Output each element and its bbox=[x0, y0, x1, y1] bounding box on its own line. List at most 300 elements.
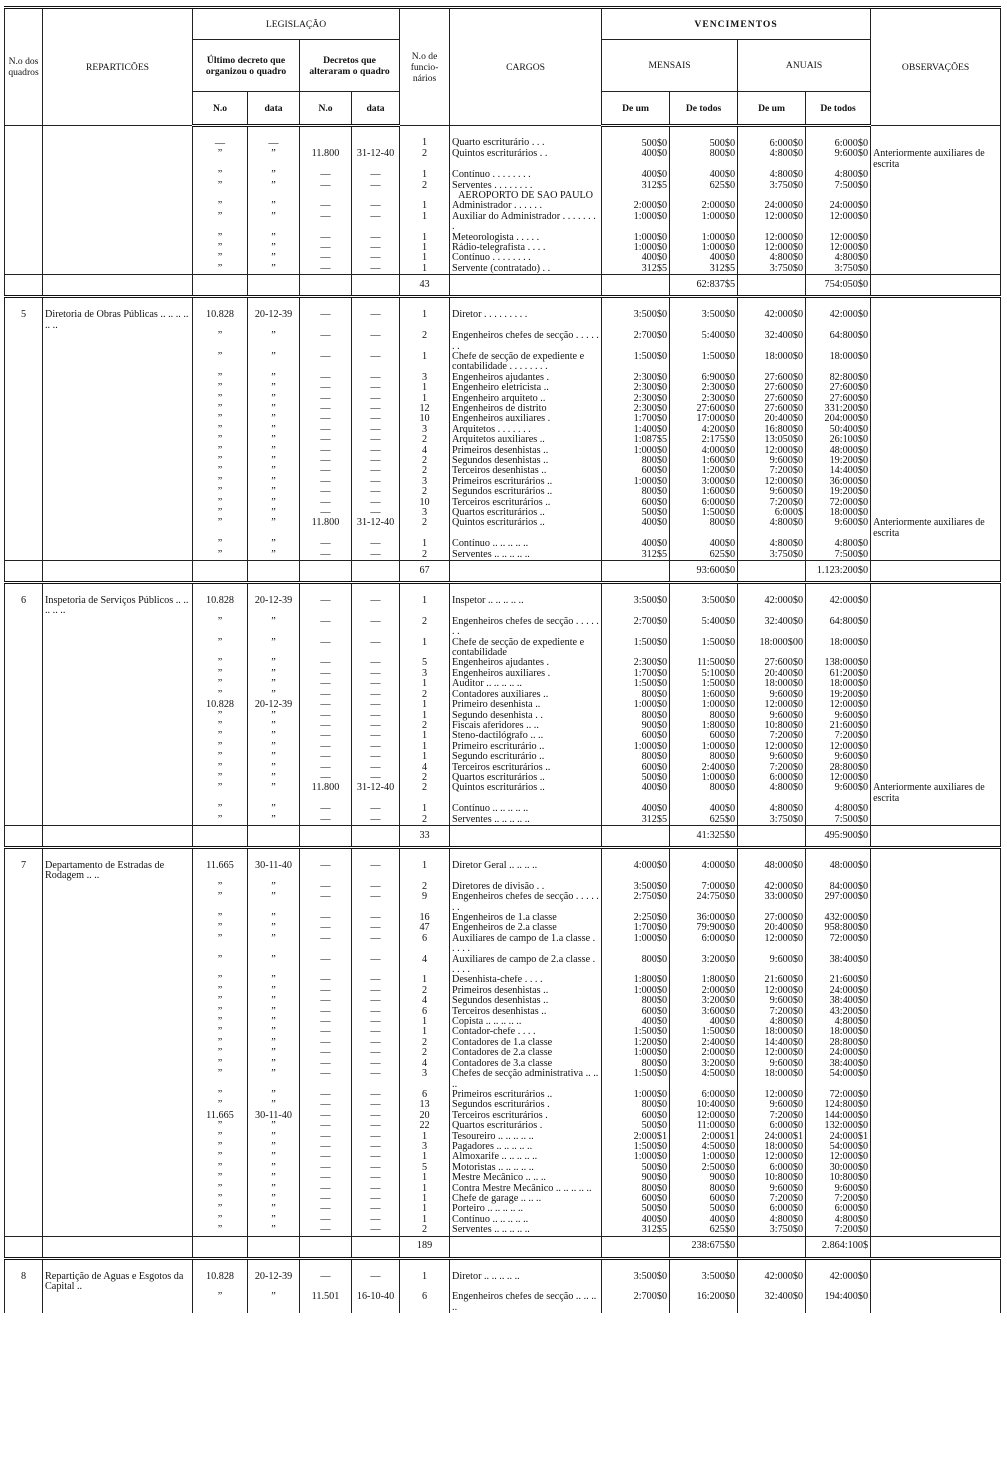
cell-observacoes bbox=[871, 752, 1001, 762]
cell-anual-de-um: 12:000$0 bbox=[738, 243, 806, 253]
section-number bbox=[5, 892, 43, 913]
cell-alteracao-no: — bbox=[300, 383, 352, 393]
cell-ultimo-decreto-data: ” bbox=[248, 550, 300, 561]
cell-alteracao-no: — bbox=[300, 679, 352, 689]
table-row bbox=[5, 690, 1001, 700]
cell-mensal-de-um: 1:000$0 bbox=[602, 233, 670, 243]
section-number bbox=[5, 679, 43, 689]
cell-ultimo-decreto-data bbox=[248, 191, 300, 201]
cell-alteracao-no: — bbox=[300, 690, 352, 700]
cell-cargo: Almoxarife .. .. .. .. .. bbox=[450, 1152, 602, 1162]
cell-mensal-de-um: 1:700$0 bbox=[602, 414, 670, 424]
cell-cargo: Engenheiros de 2.a classe bbox=[450, 923, 602, 933]
total-empty-cell bbox=[450, 825, 602, 847]
cell-alteracao-data: — bbox=[352, 658, 400, 668]
section-name bbox=[43, 233, 193, 243]
cell-mensal-de-um: 1:500$0 bbox=[602, 1069, 670, 1090]
cell-ultimo-decreto-data: ” bbox=[248, 975, 300, 985]
section-name bbox=[43, 550, 193, 561]
cell-mensal-de-todos: 1:000$0 bbox=[670, 212, 738, 233]
cell-anual-de-todos: 12:000$0 bbox=[806, 700, 871, 710]
cell-mensal-de-todos: 2:500$0 bbox=[670, 1163, 738, 1173]
cell-ultimo-decreto-data: ” bbox=[248, 731, 300, 741]
cell-anual-de-todos: 24:000$0 bbox=[806, 201, 871, 211]
section-name bbox=[43, 731, 193, 741]
cell-anual-de-um: 9:600$0 bbox=[738, 1100, 806, 1110]
cell-ultimo-decreto-no: — bbox=[193, 126, 248, 150]
cell-mensal-de-todos: 10:400$0 bbox=[670, 1100, 738, 1110]
cell-observacoes bbox=[871, 669, 1001, 679]
cell-mensal-de-todos: 1:500$0 bbox=[670, 1027, 738, 1037]
table-row bbox=[5, 253, 1001, 263]
cell-ultimo-decreto-data: ” bbox=[248, 487, 300, 497]
section-name bbox=[43, 669, 193, 679]
table-row bbox=[5, 1027, 1001, 1037]
table-row bbox=[5, 394, 1001, 404]
cell-anual-de-todos: 331:200$0 bbox=[806, 404, 871, 414]
cell-ultimo-decreto-data: ” bbox=[248, 1204, 300, 1214]
cell-mensal-de-um: 400$0 bbox=[602, 783, 670, 804]
cell-ultimo-decreto-data: ” bbox=[248, 773, 300, 783]
cell-anual-de-um: 6:000$0 bbox=[738, 773, 806, 783]
cell-alteracao-no: — bbox=[300, 373, 352, 383]
cell-ultimo-decreto-data: ” bbox=[248, 1142, 300, 1152]
cell-ultimo-decreto-no: ” bbox=[193, 425, 248, 435]
cell-observacoes bbox=[871, 477, 1001, 487]
section-number: 7 bbox=[5, 847, 43, 881]
table-row bbox=[5, 297, 1001, 331]
cell-mensal-de-todos: 2:000$1 bbox=[670, 1132, 738, 1142]
table-row bbox=[5, 1194, 1001, 1204]
cell-anual-de-todos: 72:000$0 bbox=[806, 1090, 871, 1100]
cell-mensal-de-um: 600$0 bbox=[602, 498, 670, 508]
cell-mensal-de-um: 800$0 bbox=[602, 711, 670, 721]
cell-mensal-de-um: 2:250$0 bbox=[602, 913, 670, 923]
cell-anual-de-um: 33:000$0 bbox=[738, 892, 806, 913]
cell-mensal-de-um: 400$0 bbox=[602, 518, 670, 539]
section-name bbox=[43, 711, 193, 721]
cell-funcionarios: 1 bbox=[400, 539, 450, 549]
section-number bbox=[5, 783, 43, 804]
cell-cargo: Engenheiros auxiliares . bbox=[450, 669, 602, 679]
table-row bbox=[5, 212, 1001, 233]
cell-mensal-de-um: 1:000$0 bbox=[602, 446, 670, 456]
cell-ultimo-decreto-data: ” bbox=[248, 383, 300, 393]
section-name bbox=[43, 617, 193, 638]
cell-observacoes bbox=[871, 126, 1001, 150]
cell-anual-de-um: 32:400$0 bbox=[738, 331, 806, 352]
cell-mensal-de-todos: 400$0 bbox=[670, 539, 738, 549]
cell-cargo: Contínuo .. .. .. .. .. bbox=[450, 804, 602, 814]
cell-ultimo-decreto-data: ” bbox=[248, 882, 300, 892]
cell-ultimo-decreto-data: ” bbox=[248, 331, 300, 352]
cell-mensal-de-um: 1:000$0 bbox=[602, 934, 670, 955]
cell-ultimo-decreto-data: ” bbox=[248, 1194, 300, 1204]
section-number bbox=[5, 1163, 43, 1173]
cell-alteracao-data: — bbox=[352, 996, 400, 1006]
cell-ultimo-decreto-no: ” bbox=[193, 763, 248, 773]
cell-mensal-de-um: 500$0 bbox=[602, 126, 670, 150]
cell-alteracao-data: — bbox=[352, 815, 400, 826]
cell-alteracao-data: — bbox=[352, 243, 400, 253]
section-number bbox=[5, 1184, 43, 1194]
section-name bbox=[43, 539, 193, 549]
cell-alteracao-no: 11.800 bbox=[300, 518, 352, 539]
cell-alteracao-no: — bbox=[300, 539, 352, 549]
cell-ultimo-decreto-data: ” bbox=[248, 1163, 300, 1173]
cell-mensal-de-um: 1:000$0 bbox=[602, 986, 670, 996]
section-name bbox=[43, 404, 193, 414]
cell-ultimo-decreto-no: ” bbox=[193, 815, 248, 826]
cell-funcionarios: 10 bbox=[400, 414, 450, 424]
cell-observacoes bbox=[871, 721, 1001, 731]
cell-anual-de-um: 27:000$0 bbox=[738, 913, 806, 923]
cell-alteracao-no: — bbox=[300, 253, 352, 263]
cell-cargo: Quintos escriturários .. bbox=[450, 518, 602, 539]
cell-alteracao-data: — bbox=[352, 1258, 400, 1292]
table-row bbox=[5, 1225, 1001, 1236]
cell-ultimo-decreto-no: ” bbox=[193, 1184, 248, 1194]
cell-observacoes bbox=[871, 264, 1001, 275]
cell-funcionarios: 3 bbox=[400, 1069, 450, 1090]
cell-observacoes bbox=[871, 658, 1001, 668]
section-name bbox=[43, 394, 193, 404]
total-empty-cell bbox=[871, 825, 1001, 847]
cell-ultimo-decreto-data: 30-11-40 bbox=[248, 847, 300, 881]
cell-alteracao-no: — bbox=[300, 550, 352, 561]
cell-funcionarios: 1 bbox=[400, 847, 450, 881]
cell-mensal-de-um: 1:700$0 bbox=[602, 669, 670, 679]
cell-anual-de-todos: 9:600$0 bbox=[806, 752, 871, 762]
section-number bbox=[5, 1017, 43, 1027]
cell-ultimo-decreto-data: ” bbox=[248, 212, 300, 233]
cell-ultimo-decreto-no: ” bbox=[193, 383, 248, 393]
section-number bbox=[5, 477, 43, 487]
total-empty-cell bbox=[352, 561, 400, 583]
cell-cargo: Primeiros desenhistas .. bbox=[450, 446, 602, 456]
section-number bbox=[5, 763, 43, 773]
cell-anual-de-um: 9:600$0 bbox=[738, 456, 806, 466]
cell-anual-de-um: 18:000$0 bbox=[738, 679, 806, 689]
table-row bbox=[5, 847, 1001, 881]
cell-anual-de-um: 3:750$0 bbox=[738, 181, 806, 191]
cell-mensal-de-todos: 1:800$0 bbox=[670, 975, 738, 985]
cell-mensal-de-um: 1:000$0 bbox=[602, 700, 670, 710]
cell-alteracao-no: — bbox=[300, 934, 352, 955]
cell-ultimo-decreto-data: ” bbox=[248, 996, 300, 1006]
section-name bbox=[43, 1204, 193, 1214]
cell-anual-de-um: 9:600$0 bbox=[738, 955, 806, 976]
cell-ultimo-decreto-data: ” bbox=[248, 742, 300, 752]
cell-funcionarios: 1 bbox=[400, 352, 450, 373]
section-number bbox=[5, 1142, 43, 1152]
section-name bbox=[43, 373, 193, 383]
cell-anual-de-todos: 42:000$0 bbox=[806, 583, 871, 617]
total-empty-cell bbox=[248, 1236, 300, 1258]
cell-mensal-de-todos: 4:000$0 bbox=[670, 446, 738, 456]
cell-mensal-de-todos: 12:000$0 bbox=[670, 1111, 738, 1121]
cell-anual-de-um: 7:200$0 bbox=[738, 763, 806, 773]
cell-cargo: Diretores de divisão . . bbox=[450, 882, 602, 892]
cell-anual-de-todos: 50:400$0 bbox=[806, 425, 871, 435]
cell-alteracao-no: — bbox=[300, 1090, 352, 1100]
cell-mensal-de-um: 3:500$0 bbox=[602, 882, 670, 892]
cell-funcionarios: 6 bbox=[400, 1007, 450, 1017]
cell-anual-de-todos: 3:750$0 bbox=[806, 264, 871, 275]
cell-anual-de-um: 4:800$0 bbox=[738, 783, 806, 804]
cell-ultimo-decreto-no: ” bbox=[193, 1048, 248, 1058]
cell-anual-de-um: 10:800$0 bbox=[738, 1173, 806, 1183]
section-number bbox=[5, 498, 43, 508]
cell-ultimo-decreto-data: ” bbox=[248, 1100, 300, 1110]
cell-alteracao-no: 11.800 bbox=[300, 783, 352, 804]
cell-mensal-de-todos: 36:000$0 bbox=[670, 913, 738, 923]
cell-mensal-de-todos: 3:600$0 bbox=[670, 1007, 738, 1017]
cell-alteracao-data: — bbox=[352, 456, 400, 466]
cell-ultimo-decreto-data: ” bbox=[248, 1027, 300, 1037]
section-number: 5 bbox=[5, 297, 43, 331]
cell-funcionarios: 2 bbox=[400, 882, 450, 892]
cell-mensal-de-um: 2:750$0 bbox=[602, 892, 670, 913]
cell-mensal-de-um: 2:300$0 bbox=[602, 658, 670, 668]
total-empty-cell bbox=[871, 275, 1001, 297]
section-number bbox=[5, 1132, 43, 1142]
cell-ultimo-decreto-data: ” bbox=[248, 264, 300, 275]
cell-alteracao-data: — bbox=[352, 742, 400, 752]
cell-anual-de-um: 27:600$0 bbox=[738, 658, 806, 668]
cell-anual-de-um: 4:800$0 bbox=[738, 1017, 806, 1027]
cell-cargo: Engenheiros chefes de secção . . . . . . . bbox=[450, 331, 602, 352]
cell-anual-de-todos: 4:800$0 bbox=[806, 1215, 871, 1225]
cell-mensal-de-um: 2:300$0 bbox=[602, 373, 670, 383]
cell-anual-de-todos: 7:200$0 bbox=[806, 1194, 871, 1204]
cell-ultimo-decreto-data: ” bbox=[248, 466, 300, 476]
cell-mensal-de-todos: 27:600$0 bbox=[670, 404, 738, 414]
cell-mensal-de-todos: 3:200$0 bbox=[670, 1059, 738, 1069]
cell-cargo: Steno-dactilógrafo .. .. bbox=[450, 731, 602, 741]
table-row bbox=[5, 1038, 1001, 1048]
table-row bbox=[5, 996, 1001, 1006]
cell-observacoes bbox=[871, 373, 1001, 383]
cell-mensal-de-todos: 1:500$0 bbox=[670, 352, 738, 373]
cell-funcionarios bbox=[400, 191, 450, 201]
cell-ultimo-decreto-no: ” bbox=[193, 679, 248, 689]
cell-alteracao-data: — bbox=[352, 773, 400, 783]
section-number bbox=[5, 882, 43, 892]
cell-cargo: Primeiro desenhista .. bbox=[450, 700, 602, 710]
table-row bbox=[5, 913, 1001, 923]
cell-mensal-de-todos: 800$0 bbox=[670, 1184, 738, 1194]
cell-ultimo-decreto-data: ” bbox=[248, 658, 300, 668]
total-empty-cell bbox=[450, 275, 602, 297]
cell-anual-de-um: 12:000$0 bbox=[738, 742, 806, 752]
cell-observacoes bbox=[871, 679, 1001, 689]
cell-anual-de-um: 12:000$0 bbox=[738, 233, 806, 243]
section-name bbox=[43, 955, 193, 976]
section-name bbox=[43, 201, 193, 211]
cell-funcionarios: 2 bbox=[400, 721, 450, 731]
cell-cargo: Contínuo .. .. .. .. .. bbox=[450, 1215, 602, 1225]
section-number bbox=[5, 975, 43, 985]
cell-anual-de-todos: 26:100$0 bbox=[806, 435, 871, 445]
section-number bbox=[5, 191, 43, 201]
section-name bbox=[43, 1225, 193, 1236]
cell-cargo: Motoristas .. .. .. .. .. bbox=[450, 1163, 602, 1173]
cell-funcionarios: 1 bbox=[400, 583, 450, 617]
cell-ultimo-decreto-no: ” bbox=[193, 996, 248, 1006]
cell-ultimo-decreto-no: ” bbox=[193, 731, 248, 741]
cell-alteracao-data: — bbox=[352, 1194, 400, 1204]
cell-anual-de-um: 4:800$0 bbox=[738, 539, 806, 549]
cell-ultimo-decreto-data: ” bbox=[248, 1090, 300, 1100]
cell-anual-de-todos: 12:000$0 bbox=[806, 1152, 871, 1162]
cell-funcionarios: 1 bbox=[400, 1184, 450, 1194]
cell-anual-de-todos: 27:600$0 bbox=[806, 383, 871, 393]
cell-cargo: Porteiro .. .. .. .. .. bbox=[450, 1204, 602, 1214]
table-row bbox=[5, 882, 1001, 892]
section-name: Inspetoria de Serviços Públicos .. .. .. .. .. bbox=[43, 583, 193, 617]
cell-observacoes bbox=[871, 352, 1001, 373]
cell-observacoes bbox=[871, 383, 1001, 393]
table-row bbox=[5, 1069, 1001, 1090]
cell-alteracao-no: — bbox=[300, 201, 352, 211]
cell-anual-de-um: 7:200$0 bbox=[738, 1194, 806, 1204]
cell-cargo: Quartos escriturários .. bbox=[450, 508, 602, 518]
cell-mensal-de-todos: 800$0 bbox=[670, 783, 738, 804]
cell-cargo: Engenheiros chefes de secção . . . . . . . bbox=[450, 892, 602, 913]
cell-cargo: Engenheiros de distrito bbox=[450, 404, 602, 414]
cell-ultimo-decreto-no: ” bbox=[193, 1215, 248, 1225]
section-name bbox=[43, 721, 193, 731]
section-number bbox=[5, 487, 43, 497]
cell-observacoes bbox=[871, 711, 1001, 721]
cell-alteracao-data: — bbox=[352, 847, 400, 881]
table-row bbox=[5, 170, 1001, 180]
cell-observacoes bbox=[871, 1048, 1001, 1058]
cell-alteracao-no: — bbox=[300, 986, 352, 996]
cell-cargo: Rádio-telegrafista . . . . bbox=[450, 243, 602, 253]
cell-alteracao-data: — bbox=[352, 986, 400, 996]
cell-alteracao-data: — bbox=[352, 679, 400, 689]
cell-anual-de-todos: 18:000$0 bbox=[806, 638, 871, 659]
col-observacoes: OBSERVAÇÕES bbox=[871, 8, 1001, 126]
cell-ultimo-decreto-no: ” bbox=[193, 669, 248, 679]
cell-mensal-de-um: 500$0 bbox=[602, 773, 670, 783]
table-row bbox=[5, 331, 1001, 352]
section-number bbox=[5, 1069, 43, 1090]
cell-funcionarios: 3 bbox=[400, 373, 450, 383]
cell-alteracao-no: — bbox=[300, 955, 352, 976]
cell-funcionarios: 4 bbox=[400, 955, 450, 976]
cell-mensal-de-um: 500$0 bbox=[602, 1163, 670, 1173]
table-row bbox=[5, 638, 1001, 659]
section-number bbox=[5, 955, 43, 976]
section-number bbox=[5, 1038, 43, 1048]
cell-anual-de-um: 9:600$0 bbox=[738, 752, 806, 762]
section-name bbox=[43, 742, 193, 752]
cell-observacoes bbox=[871, 1132, 1001, 1142]
cell-mensal-de-todos: 625$0 bbox=[670, 181, 738, 191]
cell-anual-de-todos: 24:000$0 bbox=[806, 986, 871, 996]
cell-ultimo-decreto-data: ” bbox=[248, 721, 300, 731]
cell-anual-de-um: 12:000$0 bbox=[738, 446, 806, 456]
cell-observacoes bbox=[871, 233, 1001, 243]
table-row bbox=[5, 1048, 1001, 1058]
cell-alteracao-data: — bbox=[352, 700, 400, 710]
cell-anual-de-um: 4:800$0 bbox=[738, 253, 806, 263]
cell-mensal-de-todos: 625$0 bbox=[670, 550, 738, 561]
cell-ultimo-decreto-data: ” bbox=[248, 638, 300, 659]
cell-anual-de-um: 12:000$0 bbox=[738, 700, 806, 710]
cell-ultimo-decreto-data: 20-12-39 bbox=[248, 583, 300, 617]
cell-cargo: Chefe de garage .. .. .. bbox=[450, 1194, 602, 1204]
table-row bbox=[5, 233, 1001, 243]
section-number bbox=[5, 518, 43, 539]
cell-cargo: Contínuo . . . . . . . . bbox=[450, 253, 602, 263]
cell-mensal-de-todos: 625$0 bbox=[670, 815, 738, 826]
section-name bbox=[43, 752, 193, 762]
cell-observacoes bbox=[871, 1038, 1001, 1048]
cell-mensal-de-um: 1:500$0 bbox=[602, 679, 670, 689]
cell-alteracao-data: — bbox=[352, 1007, 400, 1017]
cell-alteracao-data: — bbox=[352, 1215, 400, 1225]
cell-anual-de-todos: 4:800$0 bbox=[806, 804, 871, 814]
cell-observacoes bbox=[871, 466, 1001, 476]
cell-observacoes bbox=[871, 1194, 1001, 1204]
cell-observacoes bbox=[871, 201, 1001, 211]
personnel-table bbox=[4, 6, 1001, 1313]
cell-mensal-de-um: 1:400$0 bbox=[602, 425, 670, 435]
cell-alteracao-data: — bbox=[352, 1100, 400, 1110]
total-funcionarios: 33 bbox=[400, 825, 450, 847]
cell-cargo: Contadores de 3.a classe bbox=[450, 1059, 602, 1069]
cell-cargo: Inspetor .. .. .. .. .. bbox=[450, 583, 602, 617]
section-name bbox=[43, 1048, 193, 1058]
cell-observacoes bbox=[871, 1215, 1001, 1225]
cell-alteracao-no: — bbox=[300, 815, 352, 826]
cell-mensal-de-um: 1:000$0 bbox=[602, 1048, 670, 1058]
cell-alteracao-data: — bbox=[352, 446, 400, 456]
cell-mensal-de-todos: 5:400$0 bbox=[670, 617, 738, 638]
cell-ultimo-decreto-no: ” bbox=[193, 1059, 248, 1069]
cell-anual-de-todos: 12:000$0 bbox=[806, 233, 871, 243]
cell-cargo: Contínuo .. .. .. .. .. bbox=[450, 539, 602, 549]
section-name bbox=[43, 934, 193, 955]
cell-alteracao-data: — bbox=[352, 955, 400, 976]
cell-mensal-de-todos: 16:200$0 bbox=[670, 1292, 738, 1313]
section-number bbox=[5, 986, 43, 996]
cell-anual-de-todos: 30:000$0 bbox=[806, 1163, 871, 1173]
cell-alteracao-data: — bbox=[352, 233, 400, 243]
cell-mensal-de-todos: 1:000$0 bbox=[670, 243, 738, 253]
cell-funcionarios: 1 bbox=[400, 975, 450, 985]
section-number bbox=[5, 752, 43, 762]
cell-anual-de-todos: 19:200$0 bbox=[806, 456, 871, 466]
cell-cargo: Segundos escriturários . bbox=[450, 1100, 602, 1110]
section-name bbox=[43, 518, 193, 539]
cell-anual-de-todos: 84:000$0 bbox=[806, 882, 871, 892]
section-number bbox=[5, 804, 43, 814]
cell-alteracao-data: — bbox=[352, 1142, 400, 1152]
cell-mensal-de-um: 900$0 bbox=[602, 721, 670, 731]
table-row bbox=[5, 1163, 1001, 1173]
total-empty-cell bbox=[193, 825, 248, 847]
section-number bbox=[5, 394, 43, 404]
table-row bbox=[5, 518, 1001, 539]
section-number bbox=[5, 1059, 43, 1069]
cell-ultimo-decreto-no: ” bbox=[193, 1142, 248, 1152]
cell-funcionarios: 2 bbox=[400, 773, 450, 783]
